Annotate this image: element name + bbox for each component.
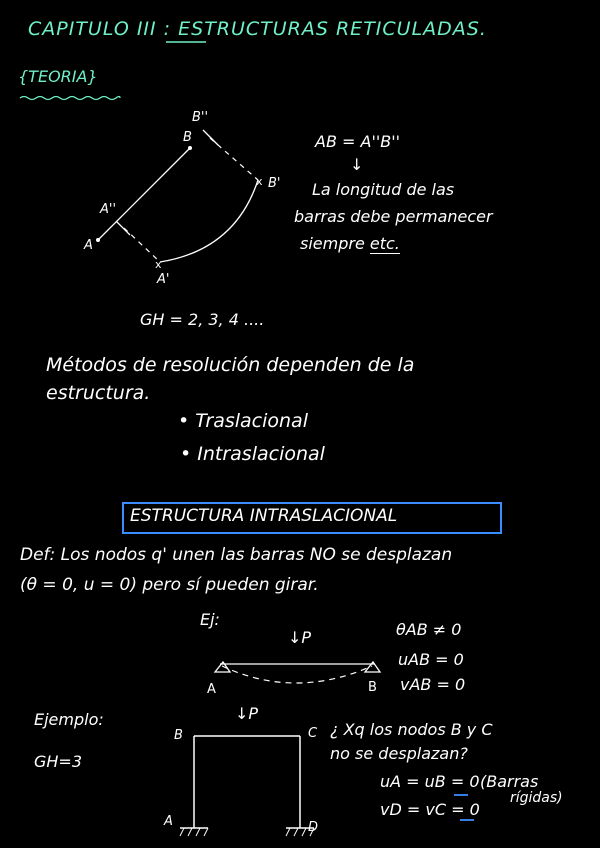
- definition-line2: (θ = 0, u = 0) pero sí pueden girar.: [20, 575, 319, 595]
- svg-text:x: x: [155, 258, 162, 271]
- section-tag: {TEORIA}: [18, 67, 98, 86]
- example1-eq3: vAB = 0: [400, 675, 466, 694]
- example1-eq2: uAB = 0: [398, 650, 464, 669]
- example2-node-a: A: [164, 814, 173, 829]
- example1-point-b: B: [368, 680, 377, 695]
- example2-eq1-note2: rígidas): [510, 790, 563, 806]
- example1-label: Ej:: [200, 610, 220, 629]
- methods-item2: • Intraslacional: [180, 443, 325, 465]
- section-box-title: ESTRUCTURA INTRASLACIONAL: [130, 506, 398, 526]
- chapter-title: CAPITULO III : ESTRUCTURAS RETICULADAS.: [28, 18, 487, 40]
- methods-item1: • Traslacional: [178, 410, 308, 432]
- bar-ab: [98, 148, 190, 240]
- arrow-down: ↓: [350, 155, 364, 174]
- example2-eq2: vD = vC = 0: [380, 800, 480, 819]
- label-b2: B'': [192, 110, 209, 125]
- note-line3: [300, 234, 400, 253]
- example1-point-a: A: [207, 682, 216, 697]
- label-a2: A'': [100, 202, 117, 217]
- label-a: A: [84, 238, 93, 253]
- gh-values: GH = 2, 3, 4 ....: [140, 310, 265, 329]
- example2-eq1: uA = uB = 0: [380, 772, 480, 791]
- note-line2: barras debe permanecer: [294, 207, 493, 226]
- methods-line1: Métodos de resolución dependen de la: [46, 354, 415, 376]
- example2-node-c: C: [308, 726, 318, 741]
- svg-text:x: x: [256, 175, 263, 188]
- example2-gh: GH=3: [34, 752, 83, 771]
- example2-eq1-note: (Barras: [480, 772, 539, 791]
- example2-label: Ejemplo:: [34, 710, 104, 729]
- note-etc: etc.: [369, 234, 400, 253]
- definition-line1: Def: Los nodos q' unen las barras NO se desplazan: [20, 545, 453, 565]
- example2-node-b: B: [174, 728, 183, 743]
- example2-node-d: D: [308, 820, 319, 835]
- example2-question2: no se desplazan?: [330, 744, 468, 763]
- label-b: B: [183, 130, 192, 145]
- label-b1: B': [268, 176, 281, 191]
- example2-question1: ¿ Xq los nodos B y C: [330, 720, 493, 739]
- equation-ab: AB = A''B'': [315, 132, 401, 151]
- note-siempre: siempre: [300, 234, 365, 253]
- example1-load: ↓P: [288, 628, 312, 647]
- example2-load: ↓P: [235, 704, 259, 723]
- example1-eq1: θAB ≠ 0: [396, 620, 462, 639]
- label-a1: A': [157, 272, 170, 287]
- methods-line2: estructura.: [46, 382, 151, 404]
- note-line1: La longitud de las: [312, 180, 455, 199]
